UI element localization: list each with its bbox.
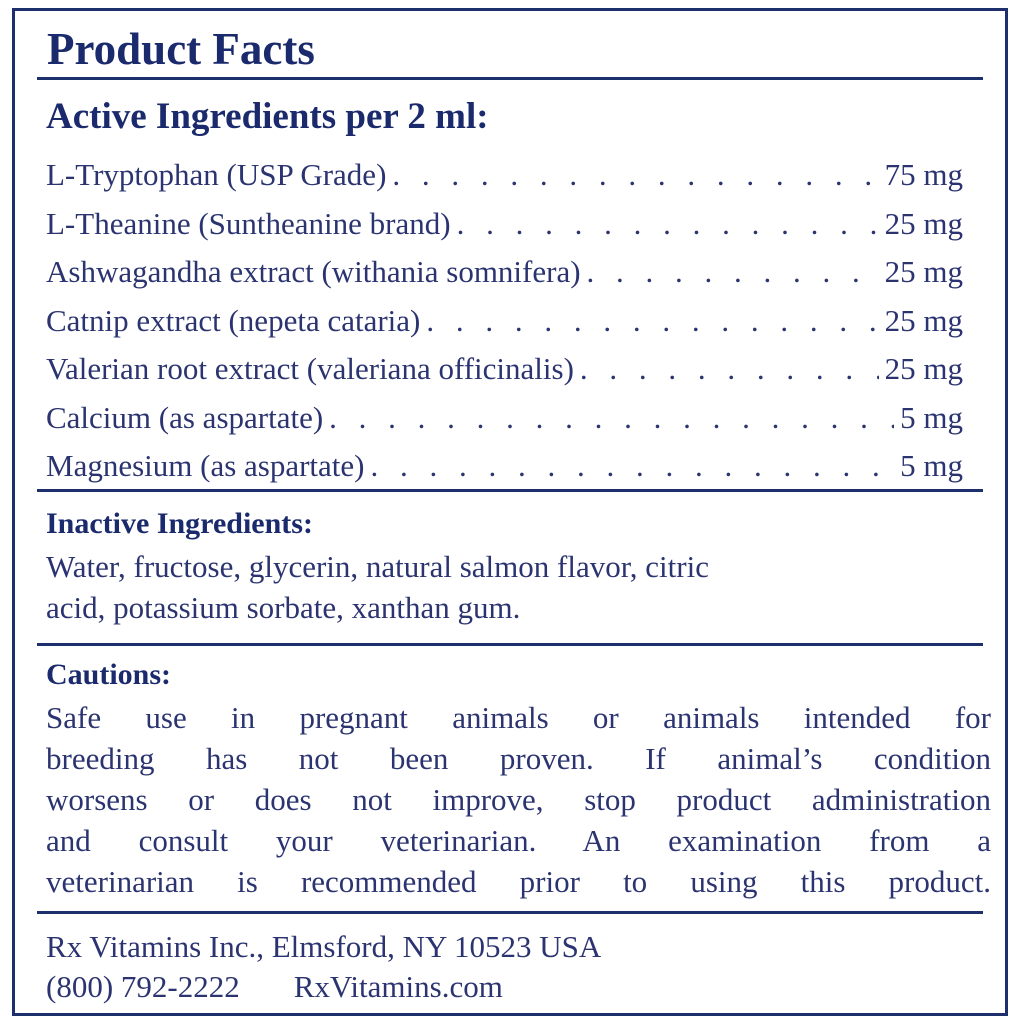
cautions-text <box>46 697 991 902</box>
active-ingredients-heading: Active Ingredients per 2 ml: <box>46 96 489 137</box>
ingredient-name: Catnip extract (nepeta cataria) <box>46 302 421 338</box>
ingredient-row <box>46 345 963 394</box>
dot-leader <box>392 151 878 199</box>
title-divider <box>37 77 983 80</box>
ingredient-amount: 5 mg <box>900 399 963 435</box>
text-line: worsens or does not improve, stop product administration <box>46 782 991 817</box>
contact-line <box>46 969 503 1005</box>
inactive-ingredients-heading: Inactive Ingredients: <box>46 507 313 540</box>
dot-leader <box>426 297 878 345</box>
ingredient-name: Valerian root extract (valeriana officinalis) <box>46 351 574 386</box>
ingredient-row <box>46 200 963 249</box>
text-line: and consult your veterinarian. An examination from a <box>46 823 991 858</box>
phone-number: (800) 792-2222 <box>46 969 240 1004</box>
text-line: Safe use in pregnant animals or animals intended for <box>46 700 991 735</box>
ingredient-row <box>46 394 963 443</box>
text-line: Water, fructose, glycerin, natural salmon flavor, citric <box>46 549 709 584</box>
ingredient-amount: 25 mg <box>884 205 963 241</box>
ingredient-amount: 25 mg <box>884 302 963 338</box>
text-line: acid, potassium sorbate, xanthan gum. <box>46 590 521 625</box>
dot-leader <box>371 442 895 490</box>
text-line: breeding has not been proven. If animal’s condition <box>46 741 991 776</box>
section-divider <box>37 643 983 646</box>
ingredient-amount: 25 mg <box>884 254 963 289</box>
section-divider <box>37 489 983 492</box>
ingredient-amount: 75 mg <box>884 157 963 192</box>
ingredient-name: Magnesium (as aspartate) <box>46 448 365 483</box>
dot-leader <box>587 248 879 296</box>
active-ingredients-list <box>46 151 963 491</box>
ingredient-row <box>46 442 963 491</box>
ingredient-name: Calcium (as aspartate) <box>46 399 324 435</box>
product-facts-label <box>12 8 1008 1016</box>
website-link[interactable]: RxVitamins.com <box>293 969 503 1004</box>
cautions-heading: Cautions: <box>46 658 172 691</box>
dot-leader <box>329 394 894 442</box>
ingredient-amount: 5 mg <box>900 448 963 483</box>
ingredient-row <box>46 297 963 346</box>
section-divider <box>37 911 983 914</box>
ingredient-name: Ashwagandha extract (withania somnifera) <box>46 254 581 289</box>
ingredient-amount: 25 mg <box>884 351 963 386</box>
page-title: Product Facts <box>47 24 315 74</box>
inactive-ingredients-text <box>46 546 976 628</box>
company-address: Rx Vitamins Inc., Elmsford, NY 10523 USA <box>46 929 602 964</box>
text-line: veterinarian is recommended prior to using this product. <box>46 864 991 899</box>
ingredient-row <box>46 151 963 200</box>
ingredient-row <box>46 248 963 297</box>
ingredient-name: L-Tryptophan (USP Grade) <box>46 157 387 192</box>
dot-leader <box>580 345 879 393</box>
ingredient-name: L-Theanine (Suntheanine brand) <box>46 205 451 241</box>
dot-leader <box>457 200 879 248</box>
